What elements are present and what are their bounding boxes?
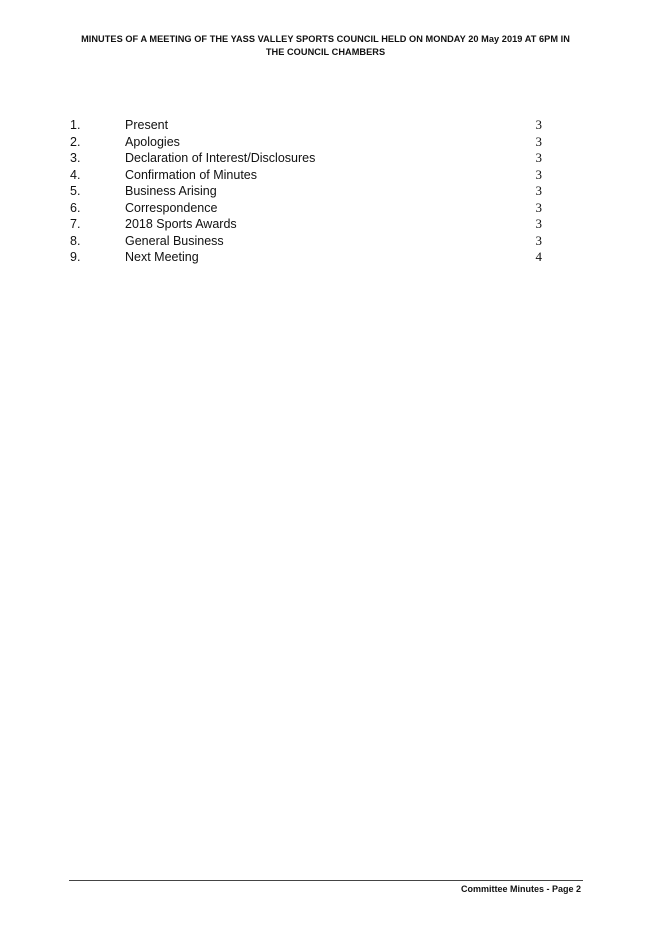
document-title-line-2: THE COUNCIL CHAMBERS	[265, 47, 386, 57]
toc-item-number: 6.	[70, 200, 81, 215]
toc-item-number: 7.	[70, 217, 81, 231]
toc-item-page: 4	[535, 249, 542, 264]
toc-item-number: 3.	[70, 151, 81, 165]
toc-item-page: 3	[535, 150, 542, 165]
toc-item-page: 3	[535, 216, 542, 231]
table-of-contents	[70, 117, 546, 266]
toc-item-page: 3	[535, 199, 542, 215]
toc-item-title: Next Meeting	[125, 250, 199, 264]
toc-item-title: Declaration of Interest/Disclosures	[125, 151, 316, 165]
toc-item-number: 4.	[70, 167, 81, 182]
toc-item-number: 9.	[70, 250, 81, 264]
footer-divider	[69, 880, 583, 881]
toc-item[interactable]	[70, 183, 546, 200]
toc-item[interactable]	[70, 249, 546, 266]
toc-item[interactable]	[70, 200, 546, 217]
toc-item[interactable]	[70, 167, 546, 184]
toc-item-page: 3	[535, 117, 542, 132]
toc-item[interactable]	[70, 150, 546, 167]
toc-item-title: Correspondence	[125, 200, 218, 215]
toc-item-title: 2018 Sports Awards	[125, 217, 237, 231]
toc-item-page: 3	[535, 166, 542, 182]
toc-item[interactable]	[70, 216, 546, 233]
toc-item-title: Confirmation of Minutes	[125, 167, 258, 182]
toc-item-title: Apologies	[125, 134, 180, 149]
toc-item-number: 5.	[70, 184, 81, 198]
toc-item-title: Present	[125, 118, 169, 132]
toc-item-number: 1.	[70, 118, 81, 132]
toc-item-page: 3	[535, 183, 542, 198]
document-title-line-1: MINUTES OF A MEETING OF THE YASS VALLEY SPORTS COUNCIL HELD ON MONDAY 20 May 2019 AT 6PM IN	[81, 34, 570, 44]
toc-item-title: Business Arising	[125, 184, 217, 198]
page-footer: Committee Minutes - Page 2	[460, 884, 581, 894]
toc-item[interactable]	[70, 233, 546, 250]
toc-item-number: 8.	[70, 233, 81, 248]
toc-item-number: 2.	[70, 134, 81, 149]
toc-item-title: General Business	[125, 233, 224, 248]
document-title	[40, 33, 611, 59]
toc-item-page: 3	[535, 133, 542, 149]
toc-item[interactable]	[70, 134, 546, 151]
toc-item[interactable]	[70, 117, 546, 134]
toc-item-page: 3	[535, 232, 542, 248]
